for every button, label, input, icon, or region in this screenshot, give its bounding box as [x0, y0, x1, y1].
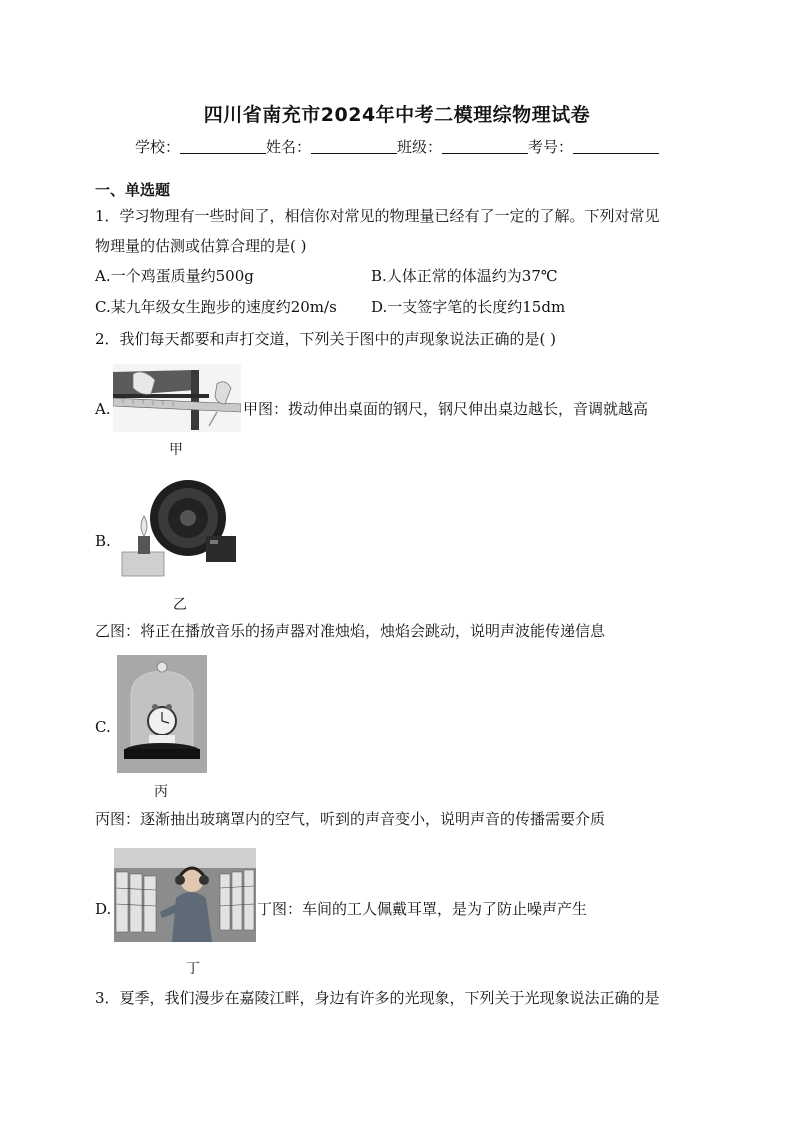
class-blank[interactable] [442, 139, 528, 154]
school-label: 学校： [134, 138, 180, 156]
name-label: 姓名： [265, 138, 311, 156]
bell-jar-figure [117, 655, 207, 773]
q2-option-b-text: 乙图：将正在播放音乐的扬声器对准烛焰，烛焰会跳动，说明声波能传递信息 [95, 622, 606, 640]
q1-option-b: B.人体正常的体温约为37℃ [371, 267, 558, 285]
steel-ruler-figure [113, 364, 241, 432]
factory-worker-figure [114, 848, 256, 942]
school-blank[interactable] [180, 139, 266, 154]
speaker-candle-figure [120, 470, 240, 580]
q1-option-a: A.一个鸡蛋质量约500g [95, 267, 254, 285]
q2-option-a-text: 甲图：拨动伸出桌面的钢尺，钢尺伸出桌边越长，音调就越高 [243, 400, 649, 418]
q2-option-a-label: A. [95, 400, 111, 418]
q2-option-c-label: C. [95, 718, 111, 736]
exam-no-blank[interactable] [573, 139, 659, 154]
q2-stem: 2．我们每天都要和声打交道，下列关于图中的声现象说法正确的是( ) [95, 330, 557, 348]
q3-stem: 3．夏季，我们漫步在嘉陵江畔，身边有许多的光现象，下列关于光现象说法正确的是 [95, 989, 660, 1007]
section-heading: 一、单选题 [95, 181, 171, 199]
q1-option-c: C.某九年级女生跑步的速度约20m/s [95, 298, 337, 316]
q2-option-b-label: B. [95, 532, 111, 550]
figure-caption-ding: 丁 [186, 961, 200, 977]
student-info-line [0, 136, 794, 157]
class-label: 班级： [397, 138, 443, 156]
q2-option-c-text: 丙图：逐渐抽出玻璃罩内的空气，听到的声音变小，说明声音的传播需要介质 [95, 810, 606, 828]
figure-caption-jia: 甲 [169, 442, 183, 458]
exam-no-label: 考号： [528, 138, 574, 156]
q1-stem-line1: 1．学习物理有一些时间了，相信你对常见的物理量已经有了一定的了解。下列对常见 [95, 207, 660, 225]
q1-stem-line2: 物理量的估测或估算合理的是( ) [95, 237, 307, 255]
figure-caption-yi: 乙 [173, 597, 187, 613]
name-blank[interactable] [311, 139, 397, 154]
q2-option-d-text: 丁图：车间的工人佩戴耳罩，是为了防止噪声产生 [257, 900, 588, 918]
figure-caption-bing: 丙 [154, 784, 168, 800]
q2-option-d-label: D. [95, 900, 112, 918]
page-title: 四川省南充市2024年中考二模理综物理试卷 [203, 104, 591, 126]
q1-option-d: D.一支签字笔的长度约15dm [371, 298, 566, 316]
